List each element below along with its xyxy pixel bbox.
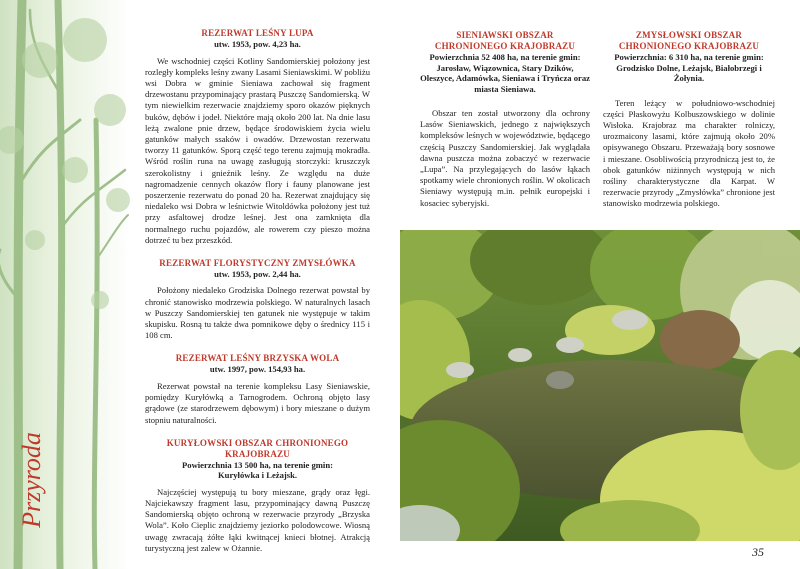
subheading-zmyslowski: Powierzchnia: 6 310 ha, na terenie gmin: Grodzisko Dolne, Leżajsk, Białobrzegi i Żołynia. bbox=[614, 52, 764, 83]
tree-strip-decoration bbox=[0, 0, 130, 569]
section-label-text: Przyroda bbox=[17, 432, 46, 528]
subheading-brzyska-wola: utw. 1997, pow. 154,93 ha. bbox=[209, 364, 306, 375]
text-zmyslowski: Teren leżący w południowo-wschodniej części Płaskowyżu Kolbuszowskiego w dolinie Wisłoka. Krajobraz ma charakter rolniczy, urozmaicony lasami, które zajmują około 20% opisywanego Obszaru. Przeważają bory sosnowe i mieszane. Osobliwością przyrodniczą jest to, że obok gatunków niżinnych występują w nich rośliny charakterystyczne dla Karpat. W rezerwacie przyrody „Zmysłówka” chronione jest stanowisko modrzewia polskiego. bbox=[603, 97, 775, 209]
text-sieniawski: Obszar ten został utworzony dla ochrony Lasów Sieniawskich, jednego z największych kompleksów leśnych w województwie, będącego częścią Puszczy Sandomierskiej. Jak wyglądała dawna puszcza można zobaczyć w rezerwacie „Lupa”. Na przylegających do lasów łąkach spotkamy wiele chronionych roślin. W okolicach Sieniawy występują m.in. pełnik europejski i kosaciec syberyjski. bbox=[420, 108, 590, 208]
heading-brzyska-wola: REZERWAT LEŚNY BRZYSKA WOLA bbox=[175, 353, 340, 364]
heading-zmyslowski-line1: ZMYSŁOWSKI OBSZAR bbox=[635, 30, 743, 40]
text-lupa: We wschodniej części Kotliny Sandomierskiej położony jest rozległy kompleks leśny zwany Lasami Sieniawskimi. W pobliżu wsi Dobra w gminie Sieniawa zachował się fragment drzewostanu przypominający prastarą Puszczę Sandomierską. W tym niewielkim rezerwacie znajdziemy sporo okazów pięknych buków, dębów i jodeł. Niektóre mają około 200 lat. Na dnie lasu leżą zwalone pnie drzew, będące środowiskiem życia wielu gatunków małych ssaków i owadów. Drzewostan rezerwatu tworzy 11 gatunków. Sporą część tego terenu zajmują mokradła. Wśród roślin runa na uwagę zasługują storczyki: kruszczyk szerokolistny i gnieźnik leśny. Ze względu na duże nagromadzenie cennych okazów flory i fauny planowane jest poszerzenie rezerwatu do ponad 20 ha. Rezerwat znajdujący się niedaleko wsi Dobra w leśnictwie Witoldówka położony jest tuż przy asfaltowej drodze leśnej. Jest ona zamknięta dla normalnego ruchu pojazdów, ale rowerem czy pieszo można dotrzeć tu bez przeszkód. bbox=[145, 55, 370, 245]
left-column bbox=[145, 28, 370, 566]
garden-pond-photo bbox=[400, 230, 800, 541]
right-column bbox=[603, 30, 775, 222]
subheading-lupa: utw. 1953, pow. 4,23 ha. bbox=[214, 39, 301, 49]
heading-kurylowski-line1: KURYŁOWSKI OBSZAR CHRONIONEGO bbox=[166, 437, 349, 448]
section-label bbox=[12, 420, 52, 540]
heading-sieniawski-line2: CHRONIONEGO KRAJOBRAZU bbox=[434, 41, 576, 51]
text-brzyska-wola: Rezerwat powstał na terenie kompleksu Lasy Sieniawskie, pomiędzy Kuryłówką a Tarnogrodem. Ochroną objęto lasy grądowe (ze starodrzewem dębowym) i bory mieszane o dużym stopniu naturalności. bbox=[145, 380, 370, 425]
heading-sieniawski-line1: SIENIAWSKI OBSZAR bbox=[456, 30, 554, 40]
heading-zmyslowski-line2: CHRONIONEGO KRAJOBRAZU bbox=[618, 41, 760, 51]
subheading-kurylowski-line1: Powierzchnia 13 500 ha, na terenie gmin: bbox=[182, 459, 333, 470]
middle-column bbox=[420, 30, 590, 221]
heading-zmyslowka: REZERWAT FLORYSTYCZNY ZMYSŁÓWKA bbox=[159, 257, 356, 268]
subheading-sieniawski: Powierzchnia 52 408 ha, na terenie gmin: Jarosław, Wiązownica, Stary Dzików, Oleszyce, Adamówka, Sieniawa i Tryńcza oraz miasta Sieniawa. bbox=[420, 52, 590, 94]
garden-pond-image-icon bbox=[400, 230, 800, 541]
text-zmyslowka: Położony niedaleko Grodziska Dolnego rezerwat powstał by chronić stanowisko modrzewia polskiego. W naturalnych lasach w Puszczy Sandomierskiej ten gatunek nie występuje w takim skupisku. Rosną tu także dwa pomnikowe dęby o średnicy 115 i 108 cm. bbox=[145, 285, 370, 341]
heading-lupa: REZERWAT LEŚNY LUPA bbox=[201, 28, 314, 38]
heading-kurylowski-line2: KRAJOBRAZU bbox=[224, 448, 290, 459]
page-number: 35 bbox=[752, 545, 764, 559]
subheading-zmyslowka: utw. 1953, pow. 2,44 ha. bbox=[214, 268, 301, 279]
subheading-kurylowski-line2: Kuryłówka i Leżajsk. bbox=[217, 470, 298, 481]
text-kurylowski: Najczęściej występują tu bory mieszane, grądy oraz łęgi. Najciekawszy fragment lasu, przypominający dawną Puszczę Sandomierską objęto ochroną w rezerwacie przyrody „Brzyska Wola”. Koło Cieplic znajdziemy jeziorko polodowcowe. Wiosną uwagę zwracają żółte łąki kwitnącej knieci błotnej. Atrakcją turystyczną jest zalew w Ożannie. bbox=[145, 486, 370, 553]
